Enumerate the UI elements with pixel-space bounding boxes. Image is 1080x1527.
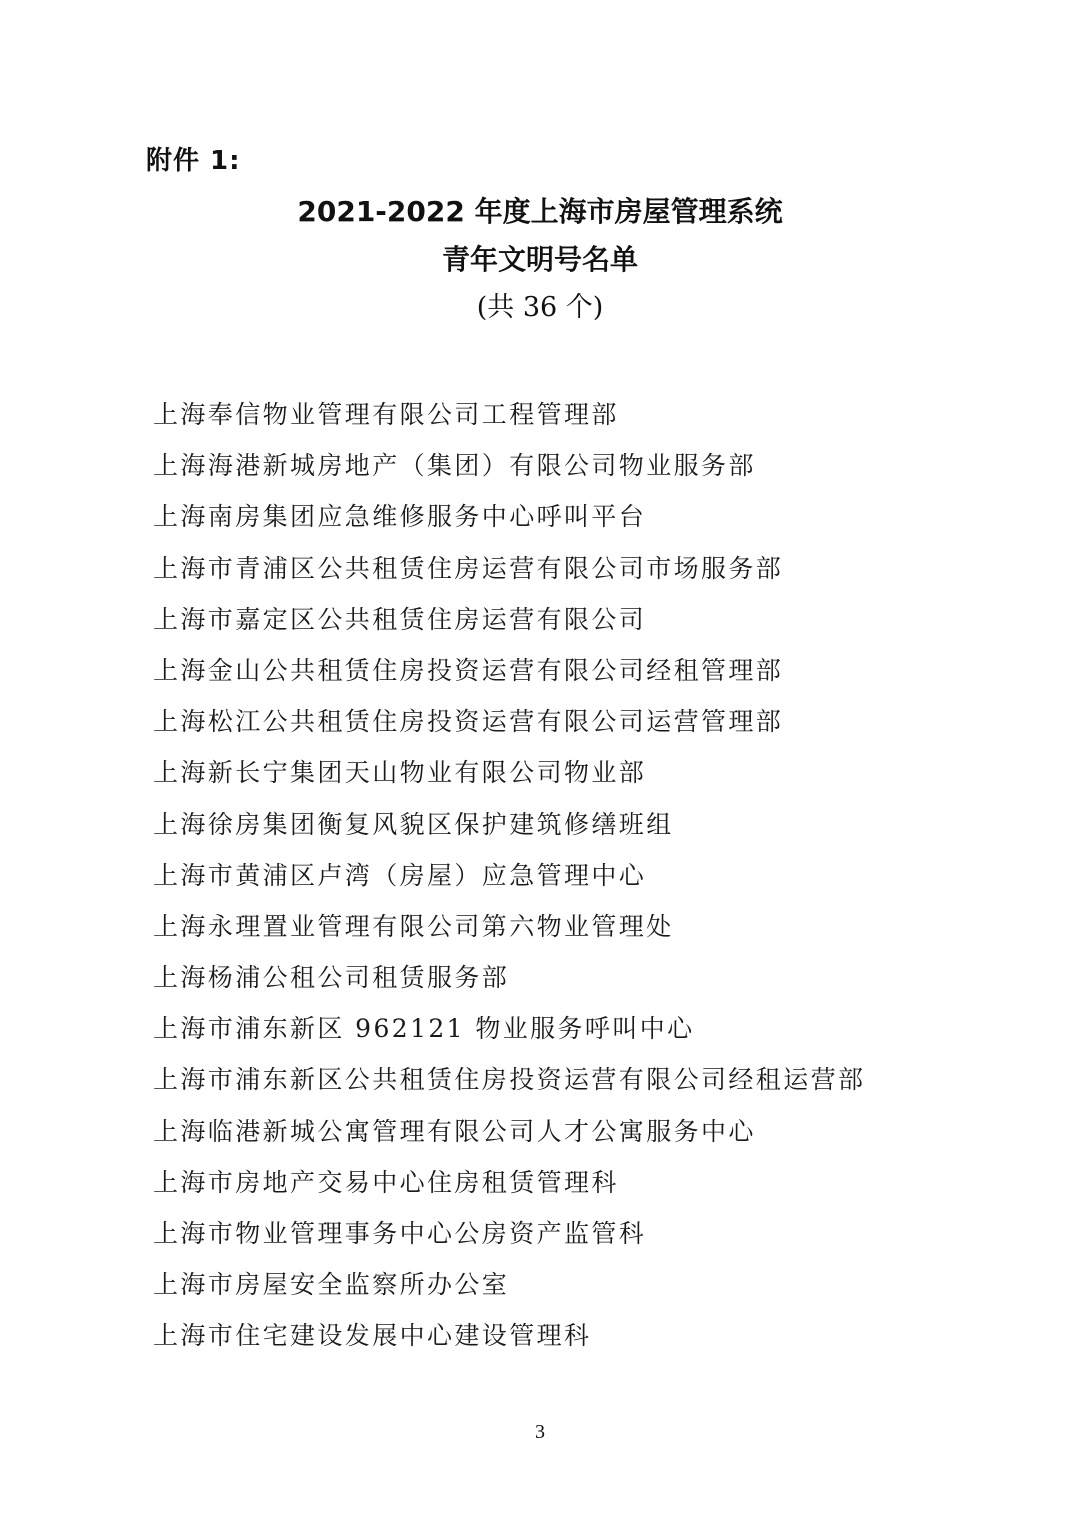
document-subtitle: 青年文明号名单: [441, 243, 638, 276]
list-item: 上海市物业管理事务中心公房资产监管科: [153, 1219, 647, 1248]
list-item: 上海新长宁集团天山物业有限公司物业部: [153, 758, 647, 788]
list-item: 上海临港新城公寓管理有限公司人才公寓服务中心: [153, 1116, 756, 1146]
list-item: 上海松江公共租赁住房投资运营有限公司运营管理部: [153, 707, 784, 737]
list-item: 上海永理置业管理有限公司第六物业管理处: [153, 911, 674, 941]
list-item: 上海杨浦公租公司租赁服务部: [153, 963, 510, 993]
list-item: 上海市青浦区公共租赁住房运营有限公司市场服务部: [153, 553, 784, 583]
list-item: 上海徐房集团衡复风貌区保护建筑修缮班组: [153, 809, 674, 839]
list-item: 上海市嘉定区公共租赁住房运营有限公司: [153, 604, 647, 634]
list-item: 上海南房集团应急维修服务中心呼叫平台: [153, 502, 647, 532]
list-item: 上海市黄浦区卢湾（房屋）应急管理中心: [153, 860, 647, 890]
list-item: 上海市房地产交易中心住房租赁管理科: [153, 1167, 619, 1197]
list-item: 上海市浦东新区 962121 物业服务呼叫中心: [153, 1014, 695, 1044]
list-item: 上海海港新城房地产（集团）有限公司物业服务部: [153, 451, 756, 481]
list-item: 上海市住宅建设发展中心建设管理科: [153, 1321, 592, 1351]
document-title: 2021-2022 年度上海市房屋管理系统: [297, 195, 783, 228]
list-item: 上海奉信物业管理有限公司工程管理部: [153, 400, 619, 429]
list-item: 上海市浦东新区公共租赁住房投资运营有限公司经租运营部: [153, 1065, 866, 1095]
item-count: (共 36 个): [476, 292, 604, 323]
organization-list: [153, 393, 865, 1366]
list-item: 上海市房屋安全监察所办公室: [153, 1270, 510, 1300]
page-number: 3: [535, 1421, 545, 1443]
attachment-label: 附件 1:: [146, 146, 241, 176]
list-item: 上海金山公共租赁住房投资运营有限公司经租管理部: [153, 655, 784, 685]
